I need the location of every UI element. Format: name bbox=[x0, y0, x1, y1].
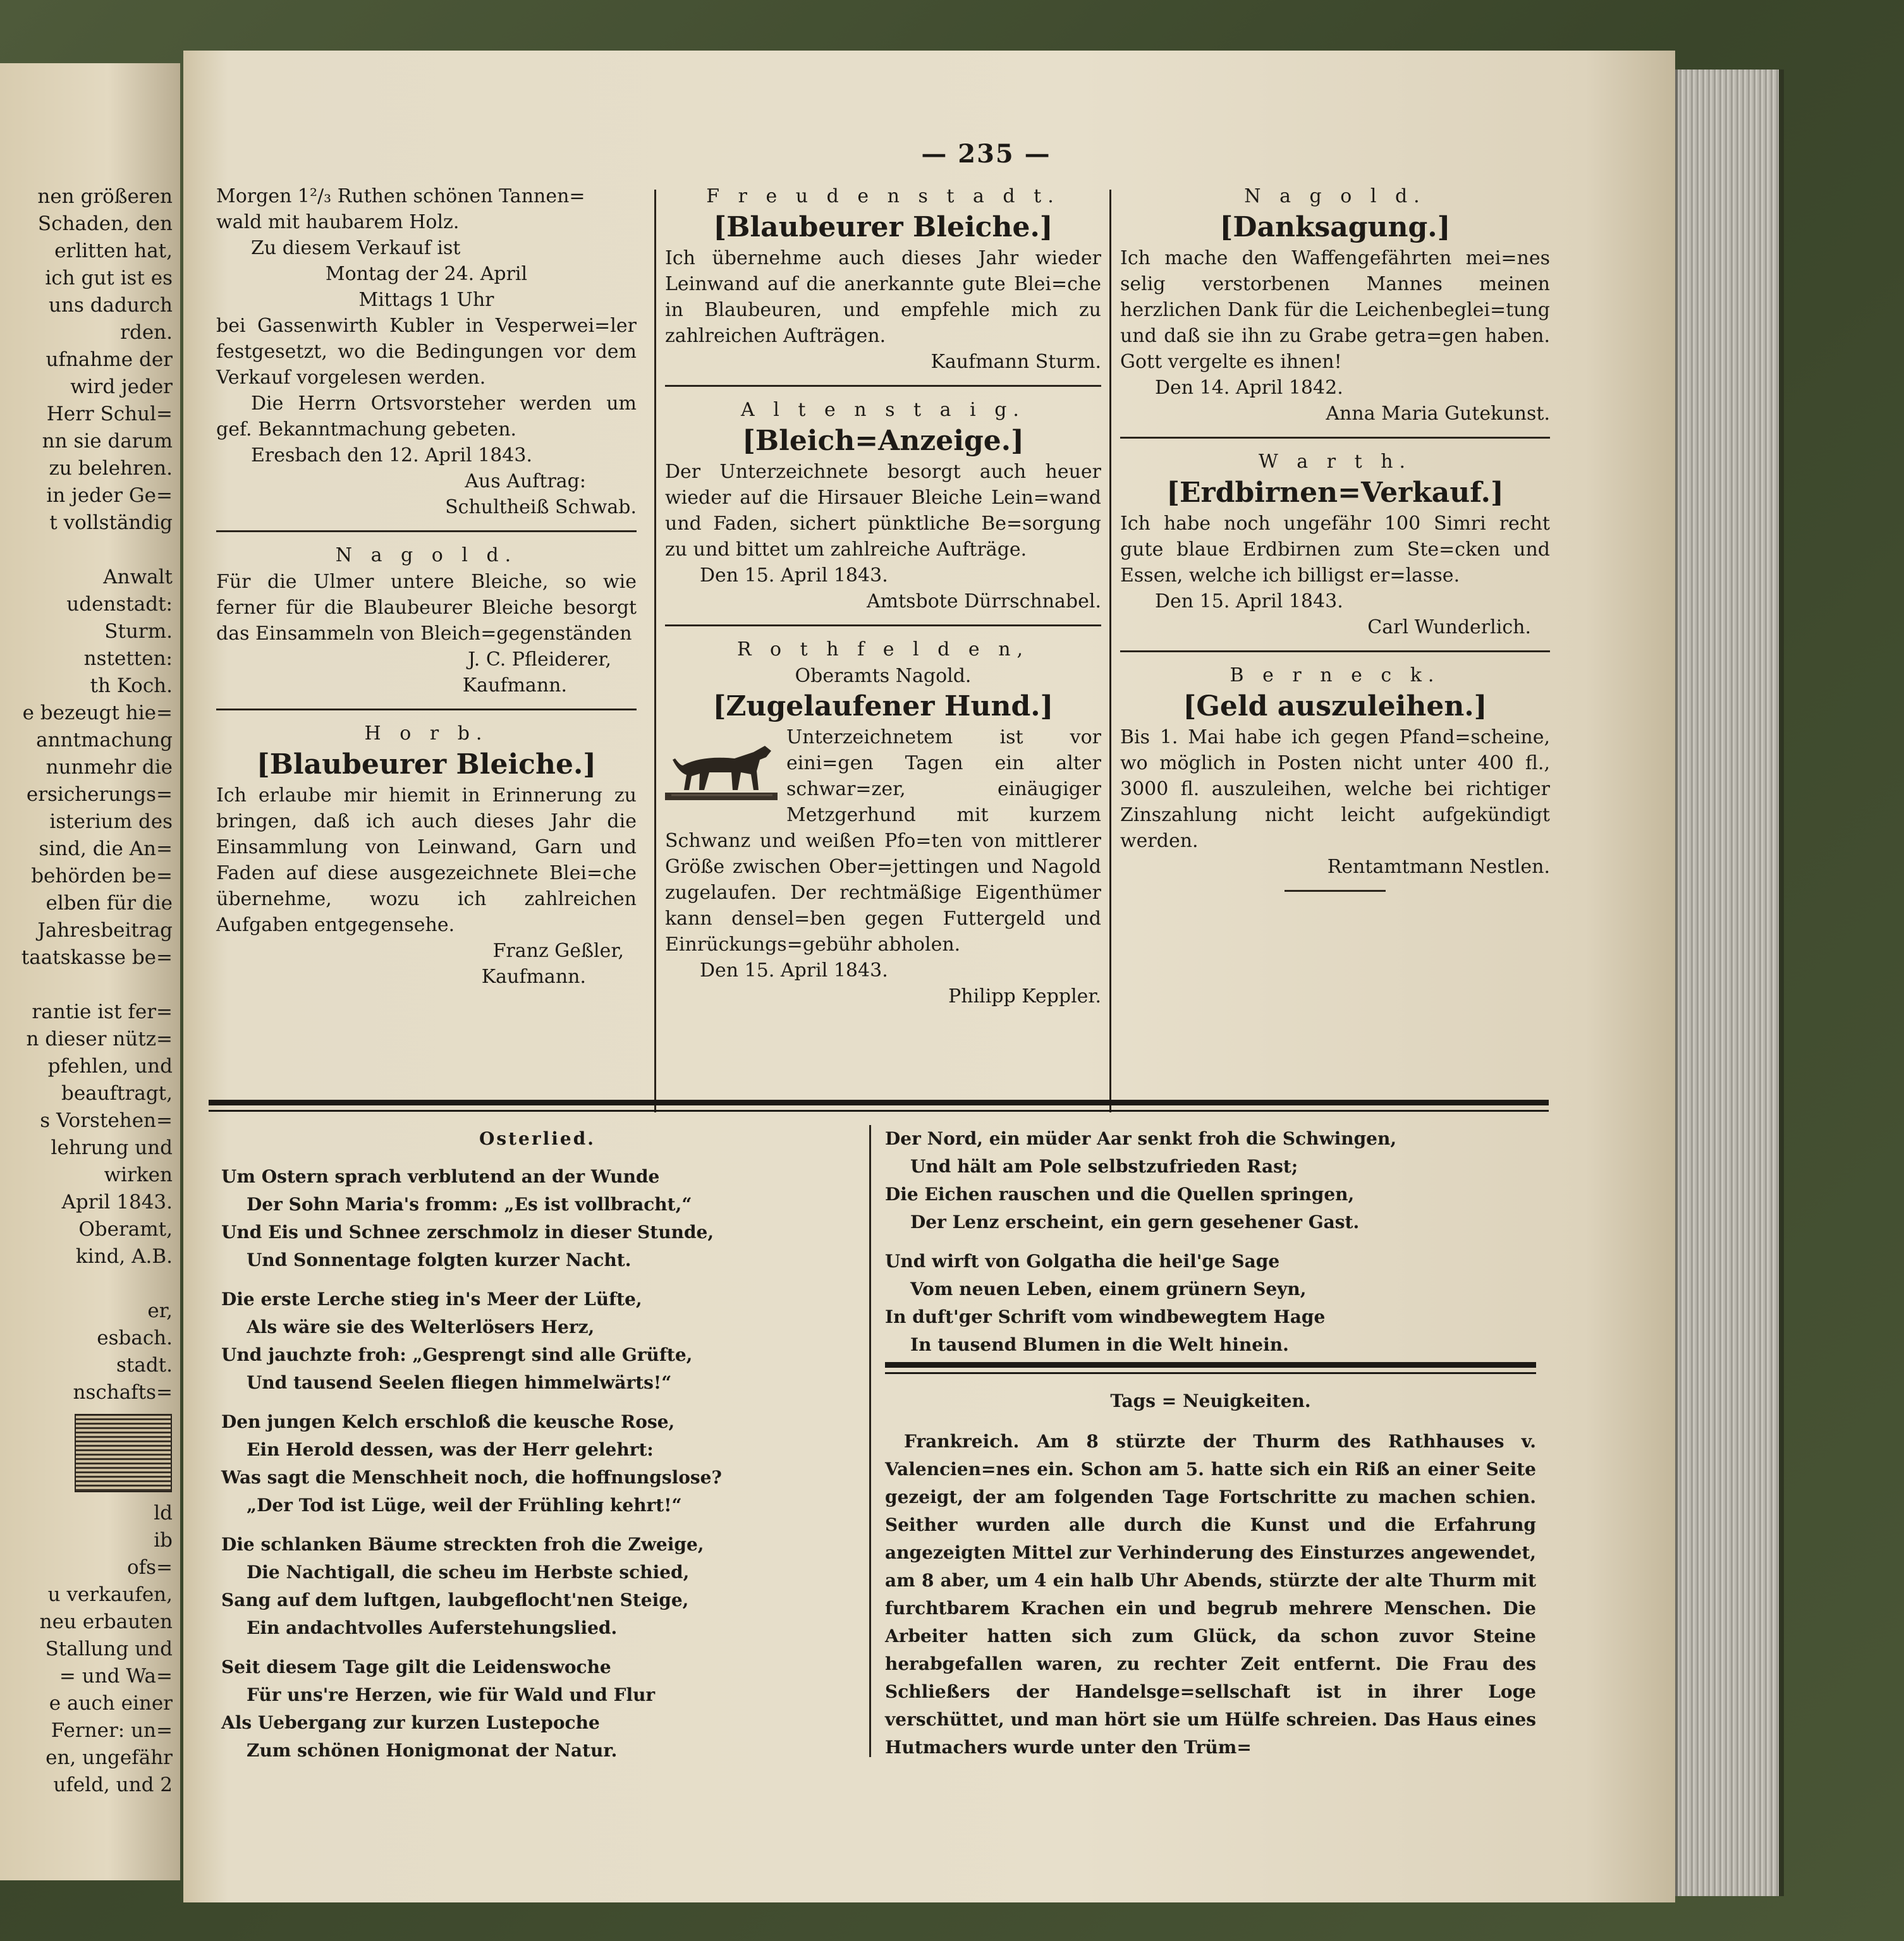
left-page-line: Oberamt, bbox=[78, 1218, 173, 1241]
rothfelden-body: Unterzeichnetem ist vor eini=gen Tagen ein alter schwar=zer, einäugiger Metzgerhund mit kurzem Schwanz und weißen Pfo=ten von mittlerer Größe zwischen Ober=jettingen und Nagold zugelaufen. Der rechtmäßige Eigenthümer kann densel=ben gegen Futtergeld und Einrückungs=gebühr abholen. bbox=[665, 726, 1101, 956]
horb-title: [Blaubeurer Bleiche.] bbox=[256, 748, 597, 781]
poem-line: Für uns're Herzen, wie für Wald und Flur bbox=[247, 1684, 656, 1705]
eresbach-signature: Schultheiß Schwab. bbox=[445, 496, 637, 518]
poem-line: Vom neuen Leben, einem grünern Seyn, bbox=[910, 1279, 1307, 1299]
poem-title: Osterlied. bbox=[479, 1128, 596, 1149]
section-separator bbox=[209, 1100, 1549, 1105]
altensteig-place: A l t e n s t a i g. bbox=[741, 399, 1025, 421]
left-page-line: uns dadurch bbox=[49, 294, 173, 317]
poem-line: Und wirft von Golgatha die heil'ge Sage bbox=[885, 1251, 1280, 1272]
left-page-line: en, ungefähr bbox=[46, 1746, 173, 1769]
left-page-line: Ferner: un= bbox=[51, 1719, 173, 1742]
left-page-line: in jeder Ge= bbox=[46, 484, 173, 507]
dog-woodcut-image bbox=[665, 727, 778, 803]
poem-line: In duft'ger Schrift vom windbewegtem Hage bbox=[885, 1306, 1326, 1327]
left-page-line: nen größeren bbox=[37, 185, 173, 208]
freudenstadt-title: [Blaubeurer Bleiche.] bbox=[713, 211, 1053, 243]
left-page-line bbox=[0, 537, 180, 564]
left-page-line: s Vorstehen= bbox=[40, 1109, 173, 1132]
left-page-line: nunmehr die bbox=[46, 756, 173, 779]
nagold-place: N a g o l d. bbox=[335, 544, 518, 566]
poem-line: Um Ostern sprach verblutend an der Wunde bbox=[221, 1166, 660, 1187]
berneck-signature: Rentamtmann Nestlen. bbox=[1327, 856, 1550, 878]
page-edges bbox=[1675, 70, 1784, 1896]
freudenstadt-body: Ich übernehme auch dieses Jahr wieder Leinwand auf die anerkannte gute Blei=che in Blaubeuren, und empfehle mich zu zahlreichen Aufträgen. bbox=[665, 247, 1101, 347]
warth-place: W a r t h. bbox=[1258, 451, 1412, 473]
left-page-line: anntmachung bbox=[36, 729, 173, 751]
left-page-line: th Koch. bbox=[90, 674, 173, 697]
left-page-line: Schaden, den bbox=[37, 212, 173, 235]
poem-line: Als Uebergang zur kurzen Lustepoche bbox=[221, 1712, 600, 1733]
left-page-line: erlitten hat, bbox=[54, 240, 173, 262]
left-page-line: nn sie darum bbox=[42, 430, 173, 453]
nagold-2-date: Den 14. April 1842. bbox=[1155, 377, 1343, 399]
altensteig-date: Den 15. April 1843. bbox=[700, 564, 888, 587]
left-page-line: elben für die bbox=[46, 892, 173, 915]
left-page-line: April 1843. bbox=[61, 1191, 173, 1214]
warth-body: Ich habe noch ungefähr 100 Simri recht gute blaue Erdbirnen zum Ste=cken und Essen, welche ich billigst er=lasse. bbox=[1120, 513, 1550, 587]
news-section bbox=[885, 1387, 1536, 1762]
rothfelden-signature: Philipp Keppler. bbox=[948, 985, 1101, 1007]
left-page-line: lehrung und bbox=[51, 1136, 173, 1159]
poem-line: Die erste Lerche stieg in's Meer der Lüfte, bbox=[221, 1289, 642, 1310]
poem-line: Und Sonnentage folgten kurzer Nacht. bbox=[247, 1250, 632, 1270]
warth-date: Den 15. April 1843. bbox=[1155, 590, 1343, 612]
horb-place: H o r b. bbox=[364, 722, 489, 745]
altensteig-body: Der Unterzeichnete besorgt auch heuer wieder auf die Hirsauer Bleiche Lein=wand und Faden, sichert pünktliche Be=sorgung zu und bittet um zahlreiche Aufträge. bbox=[665, 461, 1101, 561]
left-page-line: sind, die An= bbox=[39, 837, 173, 860]
eresbach-auftrag: Aus Auftrag: bbox=[465, 470, 586, 492]
poem-stanza bbox=[221, 1163, 853, 1274]
left-page-line: stadt. bbox=[116, 1354, 173, 1377]
freudenstadt-place: F r e u d e n s t a d t. bbox=[706, 185, 1060, 207]
poem-stanza bbox=[885, 1125, 1549, 1236]
left-page-line: e auch einer bbox=[49, 1692, 173, 1715]
left-page-line: udenstadt: bbox=[66, 593, 173, 616]
left-page-text bbox=[0, 183, 180, 1799]
left-page-line: isterium des bbox=[49, 810, 173, 833]
poem-column-rule bbox=[869, 1125, 871, 1757]
nagold-body: Für die Ulmer untere Bleiche, so wie ferner für die Blaubeurer Bleiche besorgt das Einsammeln von Bleich=gegenständen bbox=[216, 571, 637, 645]
freudenstadt-signature: Kaufmann Sturm. bbox=[931, 351, 1101, 373]
house-woodcut-image bbox=[75, 1414, 172, 1492]
poem-line: Als wäre sie des Welterlösers Herz, bbox=[247, 1317, 595, 1337]
left-page-line bbox=[0, 1270, 180, 1298]
divider bbox=[216, 709, 637, 710]
left-page-line: nschafts= bbox=[73, 1381, 173, 1404]
rothfelden-date: Den 15. April 1843. bbox=[700, 959, 888, 982]
column-2 bbox=[665, 183, 1101, 1009]
left-page-line: Sturm. bbox=[104, 620, 173, 643]
berneck-body: Bis 1. Mai habe ich gegen Pfand=scheine, wo möglich in Posten nicht unter 400 fl., 3000 fl. auszuleihen, welche bei richtiger Zinszahlung nicht leicht aufgekündigt werden. bbox=[1120, 726, 1550, 852]
column-rule bbox=[1109, 190, 1111, 1112]
divider bbox=[665, 624, 1101, 626]
left-page-line bbox=[0, 971, 180, 999]
poem-right-stanzas bbox=[885, 1125, 1549, 1359]
left-page-line: ersicherungs= bbox=[26, 783, 173, 806]
poem-line: Zum schönen Honigmonat der Natur. bbox=[247, 1740, 618, 1761]
horb-body: Ich erlaube mir hiemit in Erinnerung zu bringen, daß ich auch dieses Jahr die Einsammlung von Leinwand, Garn und Faden auf diese ausgezeichnete Blei=che übernehme, wozu ich zahlreichen Aufgaben entgegensehe. bbox=[216, 784, 637, 936]
poem-line: Die Eichen rauschen und die Quellen springen, bbox=[885, 1184, 1355, 1205]
eresbach-line-2: wald mit haubarem Holz. bbox=[216, 211, 460, 233]
poem-line: Und jauchzte froh: „Gesprengt sind alle Grüfte, bbox=[221, 1344, 693, 1365]
left-page-fragment bbox=[0, 63, 180, 1880]
nagold-signature: J. C. Pfleiderer, bbox=[468, 648, 611, 671]
left-page-line: ufeld, und 2 bbox=[53, 1774, 173, 1796]
news-body: Frankreich. Am 8 stürzte der Thurm des Rathhauses v. Valencien=nes ein. Schon am 5. hatte sich ein Riß an einer Seite gezeigt, der am folgenden Tage Fortschritte zu machen schien. Seither wurden alle durch die Kunst und die Erfahrung angezeigten Mittel zur Verhinderung des Einsturzes angewendet, am 8 aber, um 4 ein halb Uhr Abends, stürzte der alte Thurm mit furchtbarem Krachen ein und begrub mehrere Menschen. Die Arbeiter hatten sich zum Glück, da schon zuvor Steine herabgefallen waren, zu rechter Zeit entfernt. Die Frau des Schließers der Handelsge=sellschaft ist in ihrer Loge verschüttet, und man hört sie um Hülfe schreien. Das Haus eines Hutmachers wurde unter den Trüm= bbox=[885, 1431, 1536, 1758]
poem-line: Ein Herold dessen, was der Herr gelehrt: bbox=[247, 1439, 654, 1460]
end-divider bbox=[1285, 890, 1386, 892]
poem-line: Die schlanken Bäume streckten froh die Zweige, bbox=[221, 1534, 704, 1555]
column-1 bbox=[216, 183, 637, 990]
poem-line: Und Eis und Schnee zerschmolz in dieser Stunde, bbox=[221, 1222, 714, 1243]
news-separator-thin bbox=[885, 1372, 1536, 1374]
left-page-line: = und Wa= bbox=[59, 1665, 173, 1688]
left-page-line: ld bbox=[154, 1502, 173, 1524]
left-page-line: rden. bbox=[120, 321, 173, 344]
poem-stanza bbox=[221, 1408, 853, 1519]
warth-title: [Erdbirnen=Verkauf.] bbox=[1166, 477, 1504, 509]
nagold-2-body: Ich mache den Waffengefährten mei=nes selig verstorbenen Mannes meinen herzlichen Dank für die Leichenbeglei=tung und daß sie ihn zu Grabe getra=gen haben. Gott vergelte es ihnen! bbox=[1120, 247, 1550, 373]
left-page-line: er, bbox=[147, 1299, 173, 1322]
altensteig-title: [Bleich=Anzeige.] bbox=[742, 425, 1024, 457]
poem-line: Die Nachtigall, die scheu im Herbste schied, bbox=[247, 1562, 690, 1583]
nagold-2-title: [Danksagung.] bbox=[1219, 211, 1451, 243]
poem-line: Was sagt die Menschheit noch, die hoffnungslose? bbox=[221, 1467, 722, 1488]
eresbach-body: bei Gassenwirth Kubler in Vesperwei=ler festgesetzt, wo die Bedingungen vor dem Verkauf vorgelesen werden. bbox=[216, 315, 637, 389]
left-page-line: Herr Schul= bbox=[46, 403, 173, 425]
left-page-line: nstetten: bbox=[83, 647, 173, 670]
poem-line: Den jungen Kelch erschloß die keusche Rose, bbox=[221, 1411, 675, 1432]
left-page-line: ich gut ist es bbox=[45, 267, 173, 289]
news-separator bbox=[885, 1362, 1536, 1368]
left-page-line: wirken bbox=[104, 1164, 173, 1186]
poem-line: Sang auf dem luftgen, laubgeflocht'nen Steige, bbox=[221, 1590, 689, 1610]
left-page-line: Jahresbeitrag bbox=[37, 919, 173, 942]
berneck-title: [Geld auszuleihen.] bbox=[1183, 690, 1487, 722]
poem-line: Der Sohn Maria's fromm: „Es ist vollbracht,“ bbox=[247, 1194, 692, 1215]
left-page-line: wird jeder bbox=[70, 375, 173, 398]
left-page-line: kind, A.B. bbox=[75, 1245, 173, 1268]
left-page-line: n dieser nütz= bbox=[26, 1028, 173, 1050]
poem-line: „Der Tod ist Lüge, weil der Frühling kehrt!“ bbox=[247, 1495, 682, 1516]
left-page-line: taatskasse be= bbox=[21, 946, 173, 969]
warth-signature: Carl Wunderlich. bbox=[1367, 616, 1531, 638]
divider bbox=[1120, 650, 1550, 652]
altensteig-signature: Amtsbote Dürrschnabel. bbox=[866, 590, 1101, 612]
divider bbox=[1120, 437, 1550, 439]
poem-stanza bbox=[885, 1248, 1549, 1359]
left-page-line: neu erbauten bbox=[39, 1610, 173, 1633]
poem-stanza bbox=[221, 1653, 853, 1765]
left-page-line: Stallung und bbox=[45, 1638, 173, 1660]
poem-line: Ein andachtvolles Auferstehungslied. bbox=[247, 1617, 618, 1638]
left-page-line: beauftragt, bbox=[61, 1082, 173, 1105]
poem-line: Und tausend Seelen fliegen himmelwärts!“ bbox=[247, 1372, 672, 1393]
poem-line: In tausend Blumen in die Welt hinein. bbox=[910, 1334, 1289, 1355]
left-page-line: zu belehren. bbox=[49, 457, 173, 480]
page-number: — 235 — bbox=[921, 139, 1051, 169]
left-page-line: ofs= bbox=[126, 1556, 173, 1579]
nagold-signature-title: Kaufmann. bbox=[462, 674, 567, 697]
left-page-line: e bezeugt hie= bbox=[22, 702, 173, 724]
left-page-line: ufnahme der bbox=[46, 348, 173, 371]
section-separator-thin bbox=[209, 1110, 1549, 1112]
left-page-line: u verkaufen, bbox=[47, 1583, 173, 1606]
eresbach-indent: Zu diesem Verkauf ist bbox=[251, 237, 461, 259]
left-page-line: behörden be= bbox=[31, 865, 173, 887]
poem-stanza bbox=[221, 1531, 853, 1642]
left-page-line: esbach. bbox=[97, 1327, 173, 1349]
poem-line: Der Lenz erscheint, ein gern gesehener Gast. bbox=[910, 1212, 1360, 1232]
column-rule bbox=[654, 190, 656, 1112]
eresbach-place-date: Eresbach den 12. April 1843. bbox=[251, 444, 533, 466]
poem-stanza bbox=[221, 1286, 853, 1397]
rothfelden-place: R o t h f e l d e n, bbox=[736, 638, 1030, 660]
left-page-line: Anwalt bbox=[103, 566, 173, 588]
divider bbox=[216, 530, 637, 532]
eresbach-line-1: Morgen 1²/₃ Ruthen schönen Tannen= bbox=[216, 185, 585, 207]
poem-line: Der Nord, ein müder Aar senkt froh die Schwingen, bbox=[885, 1128, 1397, 1149]
poem-left-stanzas bbox=[221, 1163, 853, 1765]
left-page-line: pfehlen, und bbox=[47, 1055, 173, 1078]
left-page-line: t vollständig bbox=[49, 511, 173, 534]
poem-line: Seit diesem Tage gilt die Leidenswoche bbox=[221, 1657, 611, 1677]
nagold-2-signature: Anna Maria Gutekunst. bbox=[1326, 403, 1550, 425]
left-page-line: ib bbox=[154, 1529, 173, 1552]
eresbach-time: Mittags 1 Uhr bbox=[358, 289, 494, 311]
column-3 bbox=[1120, 183, 1550, 902]
news-title: Tags = Neuigkeiten. bbox=[1110, 1390, 1311, 1411]
osterlied-poem-right bbox=[885, 1125, 1549, 1370]
horb-signature-title: Kaufmann. bbox=[481, 966, 586, 988]
rothfelden-title: [Zugelaufener Hund.] bbox=[712, 690, 1054, 722]
divider bbox=[665, 385, 1101, 387]
rothfelden-place-2: Oberamts Nagold. bbox=[795, 665, 972, 687]
nagold-2-place: N a g o l d. bbox=[1244, 185, 1426, 207]
eresbach-body-2: Die Herrn Ortsvorsteher werden um gef. Bekanntmachung gebeten. bbox=[216, 392, 637, 441]
left-page-line: rantie ist fer= bbox=[32, 1001, 173, 1023]
newspaper-page bbox=[183, 51, 1675, 1902]
poem-line: Und hält am Pole selbstzufrieden Rast; bbox=[910, 1156, 1298, 1177]
berneck-place: B e r n e c k. bbox=[1230, 664, 1441, 686]
eresbach-date: Montag der 24. April bbox=[325, 263, 528, 285]
horb-signature: Franz Geßler, bbox=[492, 940, 624, 962]
